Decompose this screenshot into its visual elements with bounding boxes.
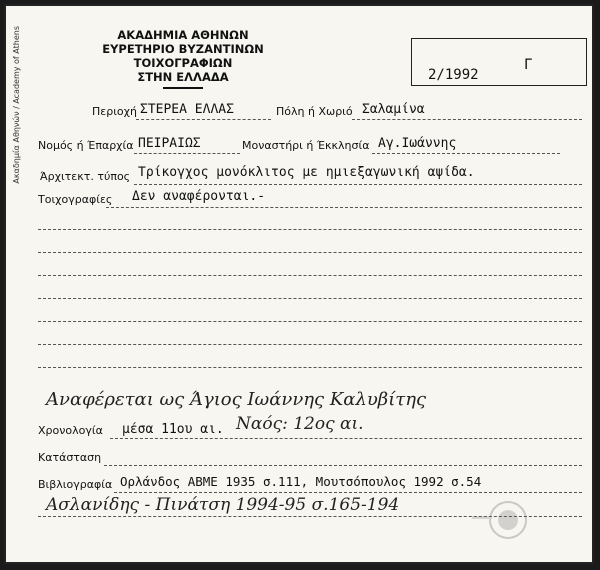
region-value: ΣΤΕΡΕΑ ΕΛΛΑΣ bbox=[140, 102, 234, 117]
header-rule bbox=[163, 87, 203, 89]
index-card bbox=[4, 4, 594, 564]
condition-line bbox=[104, 465, 582, 466]
bibliography-line bbox=[114, 492, 582, 493]
condition-label: Κατάσταση bbox=[38, 451, 102, 464]
architecture-label: Άρχιτεκτ. τύπος bbox=[40, 170, 131, 183]
blank-line bbox=[38, 298, 582, 299]
region-label: Περιοχή bbox=[92, 105, 137, 118]
architecture-value: Τρίκογχος μονόκλιτος με ημιεξαγωνική αψίδα. bbox=[138, 165, 475, 180]
card-header bbox=[58, 28, 308, 89]
church-line bbox=[372, 153, 560, 154]
blank-line bbox=[38, 367, 582, 368]
prefecture-value: ΠΕΙΡΑΙΩΣ bbox=[138, 136, 201, 151]
chronology-label: Χρονολογία bbox=[38, 424, 103, 437]
bibliography-label: Βιβλιογραφία bbox=[38, 478, 113, 491]
blank-line bbox=[38, 275, 582, 276]
chronology-line bbox=[110, 438, 582, 439]
blank-line bbox=[38, 344, 582, 345]
header-line-2: ΕΥΡΕΤΗΡΙΟ ΒΥΖΑΝΤΙΝΩΝ ΤΟΙΧΟΓΡΑΦΙΩΝ bbox=[102, 42, 264, 70]
church-label: Μοναστήρι ή Έκκλησία bbox=[242, 139, 370, 152]
bibliography-value: Ορλάνδος ΑΒΜΕ 1935 σ.111, Μουτσόπουλος 1992 σ.54 bbox=[120, 474, 482, 489]
blank-line bbox=[38, 229, 582, 230]
chronology-handwritten: Ναός: 12ος αι. bbox=[236, 414, 364, 434]
church-value: Αγ.Ιωάννης bbox=[378, 136, 457, 151]
reference-letter: Γ bbox=[524, 57, 533, 73]
header-line-1: ΑΚΑΔΗΜΙΑ ΑΘΗΝΩΝ bbox=[117, 28, 249, 42]
reference-number: 2/1992 bbox=[428, 67, 479, 83]
academy-stamp-icon bbox=[472, 494, 530, 546]
blank-line bbox=[38, 252, 582, 253]
murals-line bbox=[106, 207, 582, 208]
town-value: Σαλαμίνα bbox=[362, 102, 425, 117]
side-label: Ακαδημία Αθηνών / Academy of Athens bbox=[12, 26, 21, 184]
murals-label: Τοιχογραφίες bbox=[38, 193, 113, 206]
region-line bbox=[136, 119, 271, 120]
town-line bbox=[352, 119, 582, 120]
header-line-3: ΣΤΗΝ ΕΛΛΑΔΑ bbox=[137, 70, 229, 84]
bibliography-handwritten: Ασλανίδης - Πινάτση 1994-95 σ.165-194 bbox=[46, 495, 400, 515]
architecture-line bbox=[134, 184, 582, 185]
chronology-value: μέσα 11ου αι. bbox=[122, 422, 224, 437]
blank-line bbox=[38, 321, 582, 322]
handwritten-note: Αναφέρεται ως Άγιος Ιωάννης Καλυβίτης bbox=[46, 389, 427, 410]
murals-value: Δεν αναφέρονται.- bbox=[132, 189, 266, 204]
prefecture-line bbox=[134, 153, 240, 154]
town-label: Πόλη ή Χωριό bbox=[276, 105, 353, 118]
reference-box bbox=[411, 38, 587, 86]
prefecture-label: Νομός ή Έπαρχία bbox=[38, 139, 134, 152]
